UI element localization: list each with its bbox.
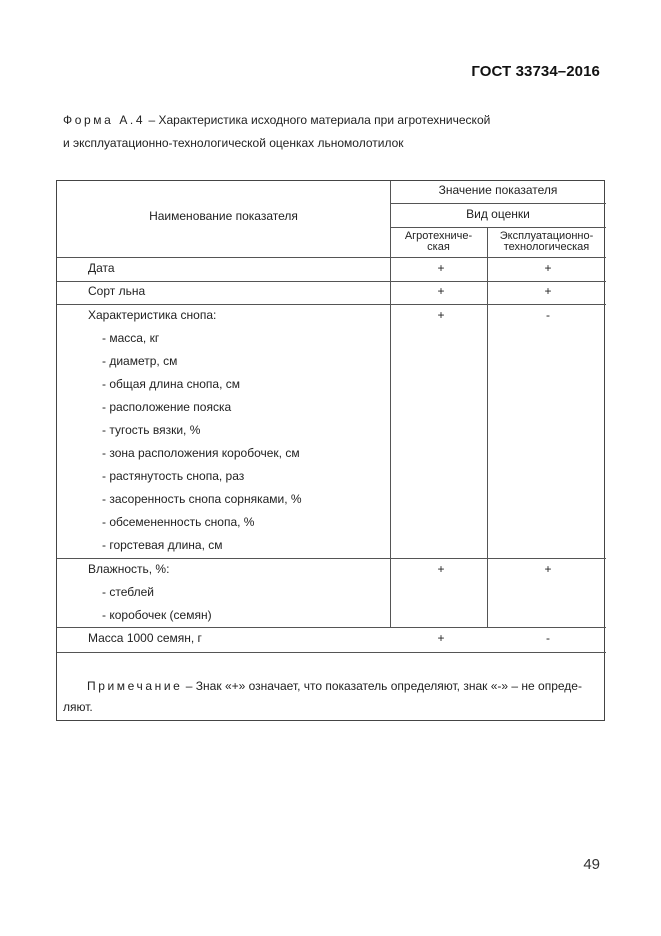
row-variety-agro-mark: + [437, 284, 445, 298]
row-label-sub-item: - расположение пояска [102, 400, 232, 414]
row-label-sub-item: - горстевая длина, см [102, 538, 223, 552]
row-label-sub-item: - тугость вязки, % [102, 423, 201, 437]
page-number: 49 [583, 856, 600, 873]
column-header-agrotechnical-line-1: Агротехниче- [404, 230, 473, 242]
form-caption-line-2: и эксплуатационно-технологической оценках льномолотилок [63, 136, 404, 150]
form-title-part-1: – Характеристика исходного материала при агротехнической [145, 113, 491, 127]
row-label-sub-item: - обсемененность снопа, % [102, 515, 255, 529]
row-label-sub-item: - масса, кг [102, 331, 160, 345]
column-header-exploitation [487, 231, 606, 253]
row-sheaf-exp-mark: - [546, 308, 550, 322]
row-moisture-exp-mark: + [544, 562, 552, 576]
row-label-flax-variety: Сорт льна [88, 284, 146, 298]
form-caption-line-1 [63, 113, 490, 127]
row-date-agro-mark: + [437, 261, 445, 275]
note-label: Примечание [87, 679, 183, 693]
column-header-value: Значение показателя [438, 183, 558, 197]
column-header-agrotechnical-line-2: ская [427, 241, 450, 253]
table-note-line-1 [63, 676, 593, 697]
row-label-sub-item: - коробочек (семян) [102, 608, 212, 622]
note-text: – Знак «+» означает, что показатель определяют, знак «-» – не опреде- [182, 679, 582, 693]
row-seed-mass-agro-mark: + [437, 631, 445, 645]
form-label: Форма А.4 [63, 113, 146, 127]
column-header-exploitation-line-2: технологическая [503, 241, 590, 253]
column-header-exploitation-line-1: Эксплуатационно- [499, 230, 594, 242]
row-moisture-agro-mark: + [437, 562, 445, 576]
row-label-sub-item: - засоренность снопа сорняками, % [102, 492, 302, 506]
row-label-date: Дата [88, 261, 115, 275]
indicator-table [56, 180, 605, 721]
standard-number: ГОСТ 33734–2016 [471, 63, 600, 80]
row-label-sub-item: - диаметр, см [102, 354, 178, 368]
column-header-assessment-type: Вид оценки [466, 207, 530, 221]
column-header-agrotechnical [390, 231, 487, 253]
row-label-sub-item: - растянутость снопа, раз [102, 469, 245, 483]
row-variety-exp-mark: + [544, 284, 552, 298]
row-label-moisture: Влажность, %: [88, 562, 170, 576]
row-date-exp-mark: + [544, 261, 552, 275]
row-label-sheaf-characteristics: Характеристика снопа: [88, 308, 217, 322]
row-label-sub-item: - стеблей [102, 585, 154, 599]
column-header-name: Наименование показателя [149, 209, 298, 223]
row-label-sub-item: - общая длина снопа, см [102, 377, 240, 391]
table-note [63, 676, 593, 718]
row-sheaf-agro-mark: + [437, 308, 445, 322]
row-label-thousand-seed-mass: Масса 1000 семян, г [88, 631, 202, 645]
row-label-sub-item: - зона расположения коробочек, см [102, 446, 300, 460]
row-seed-mass-exp-mark: - [546, 631, 550, 645]
table-note-line-2: ляют. [63, 700, 93, 714]
